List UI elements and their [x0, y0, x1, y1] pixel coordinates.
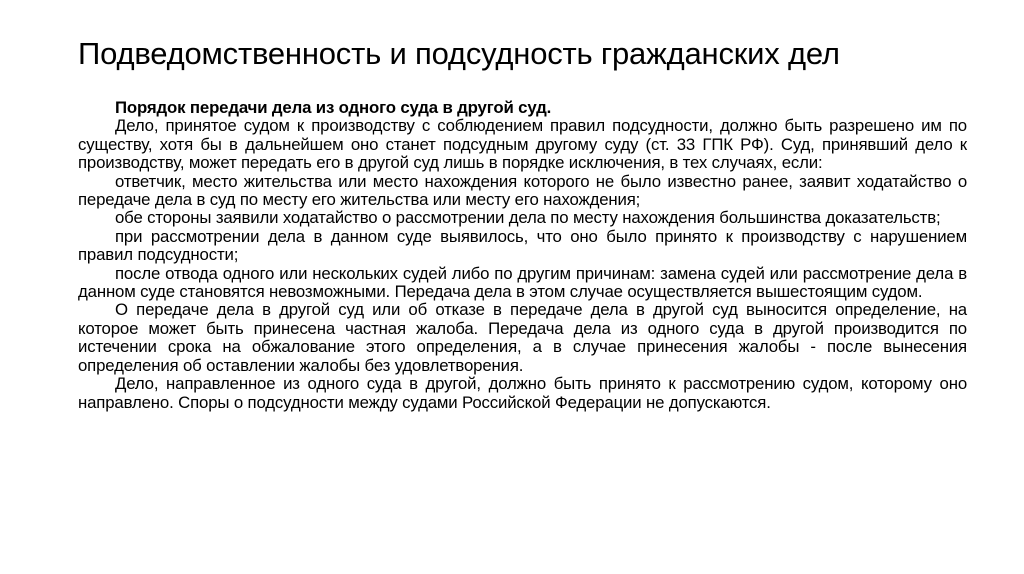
section-heading: Порядок передачи дела из одного суда в другой суд.	[115, 98, 552, 117]
paragraph-case-defendant: ответчик, место жительства или место нахождения которого не было известно ранее, заявит ходатайство о передаче дела в суд по месту его жительства или месту его нахождения;	[78, 171, 967, 210]
paragraph-case-judge-recusal: после отвода одного или нескольких судей либо по другим причинам: замена судей или рассмотрение дела в данном суде становятся невозможными. Передача дела в этом случае осуществляется вышестоящим судом.	[78, 263, 967, 302]
paragraph-intro: Дело, принятое судом к производству с соблюдением правил подсудности, должно быть разрешено им по существу, хотя бы в дальнейшем оно станет подсудным другому суду (ст. 33 ГПК РФ). Суд, принявший дело к производству, может передать его в другой суд лишь в порядке исключения, в тех случаях, если:	[78, 116, 967, 173]
paragraph-transfer-ruling: О передаче дела в другой суд или об отказе в передаче дела в другой суд выносится определение, на которое может быть принесена частная жалоба. Передача дела из одного суда в другой производится по истечении срока на обжалование этого определения, а в случае принесения жалобы - после вынесения определения об оставлении жалобы без удовлетворения.	[78, 300, 967, 375]
slide-body	[78, 99, 967, 412]
paragraph-transferred-case: Дело, направленное из одного суда в другой, должно быть принято к рассмотрению судом, которому оно направлено. Споры о подсудности между судами Российской Федерации не допускаются.	[78, 374, 967, 412]
paragraph-case-jurisdiction-violation: при рассмотрении дела в данном суде выявилось, что оно было принято к производству с нарушением правил подсудности;	[78, 226, 967, 265]
slide-title: Подведомственность и подсудность гражданских дел	[78, 36, 840, 71]
paragraph-case-evidence: обе стороны заявили ходатайство о рассмотрении дела по месту нахождения большинства доказательств;	[115, 208, 941, 228]
